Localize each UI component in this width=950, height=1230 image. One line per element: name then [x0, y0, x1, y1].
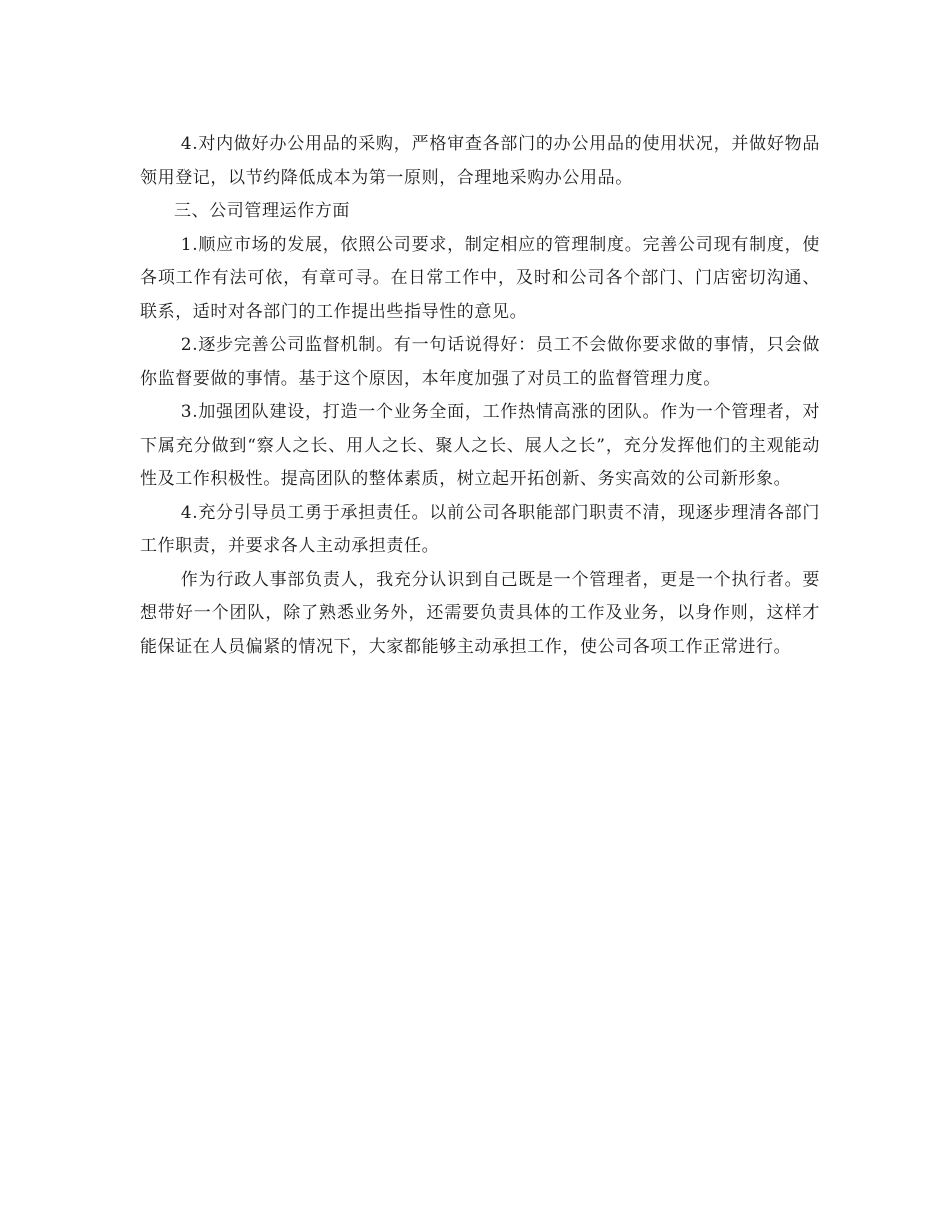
paragraph-team-building: 3.加强团队建设，打造一个业务全面，工作热情高涨的团队。作为一个管理者，对下属充分做到“察人之长、用人之长、聚人之长、展人之长”，充分发挥他们的主观能动性及工作积极性。提高团队的整体素质，树立起开拓创新、务实高效的公司新形象。 [140, 402, 820, 489]
paragraph-supervision: 2.逐步完善公司监督机制。有一句话说得好：员工不会做你要求做的事情，只会做你监督要做的事情。基于这个原因，本年度加强了对员工的监督管理力度。 [140, 335, 820, 389]
paragraph-responsibility: 4.充分引导员工勇于承担责任。以前公司各职能部门职责不清，现逐步理清各部门工作职责，并要求各人主动承担责任。 [140, 502, 820, 556]
paragraph-management-system: 1.顺应市场的发展，依照公司要求，制定相应的管理制度。完善公司现有制度，使各项工作有法可依，有章可寻。在日常工作中，及时和公司各个部门、门店密切沟通、联系，适时对各部门的工作提出些指导性的意见。 [140, 234, 820, 322]
paragraph-office-supplies: 4.对内做好办公用品的采购，严格审查各部门的办公用品的使用状况，并做好物品领用登记，以节约降低成本为第一原则，合理地采购办公用品。 [140, 134, 820, 188]
section-heading-management: 三、公司管理运作方面 [174, 201, 350, 221]
document-body [140, 128, 820, 664]
paragraph-conclusion: 作为行政人事部负责人，我充分认识到自己既是一个管理者，更是一个执行者。要想带好一个团队，除了熟悉业务外，还需要负责具体的工作及业务，以身作则，这样才能保证在人员偏紧的情况下，大家都能够主动承担工作，使公司各项工作正常进行。 [140, 569, 820, 657]
